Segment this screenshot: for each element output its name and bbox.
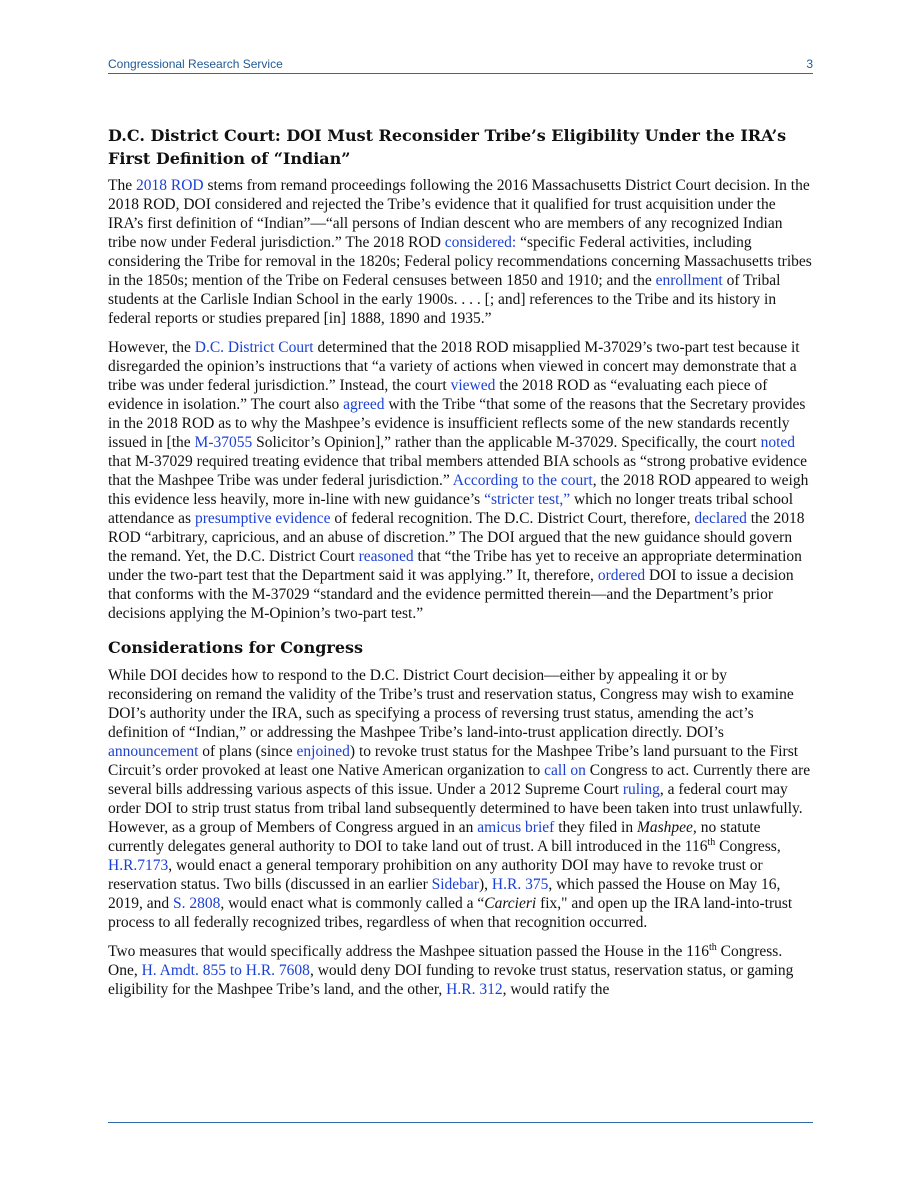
text-run: which no longer treats tribal school attendance as xyxy=(108,491,794,527)
inline-link[interactable]: M-37055 xyxy=(194,434,253,451)
text-run: , would enact a general temporary prohibition on any authority DOI may have to revoke trust or reservation status. Two bills (discussed in an earlier xyxy=(108,857,763,893)
text-run: the 2018 ROD “arbitrary, capricious, and an abuse of discretion.” The DOI argued that the new guidance should govern the remand. Yet, the D.C. District Court xyxy=(108,510,805,565)
text-run: The xyxy=(108,177,136,194)
text-run: , would ratify the xyxy=(502,981,610,998)
text-run: determined that the 2018 ROD misapplied M-37029’s two-part test because it disregarded the opinion’s instructions that “a variety of actions when viewed in concert may demonstrate that a tribe was under federal jurisdiction.” Instead, the court xyxy=(108,339,800,394)
inline-link[interactable]: H. Amdt. 855 to H.R. 7608 xyxy=(141,962,310,979)
text-run: DOI to issue a decision that conforms with the M-37029 “standard and the evidence permitted therein—and the Department’s prior decisions applying the M-Opinion’s two-part test.” xyxy=(108,567,794,622)
text-run: fix," and open up the IRA land-into-trust process to all federally recognized tribes, regardless of when that recognition occurred. xyxy=(108,895,793,931)
inline-link[interactable]: considered: xyxy=(444,234,517,251)
footer-rule xyxy=(108,1122,813,1123)
document-body xyxy=(108,124,813,1009)
text-run: of plans (since xyxy=(198,743,297,760)
text-run: Congress. One, xyxy=(108,943,783,979)
page-number: 3 xyxy=(806,57,813,71)
text-run: Solicitor’s Opinion],” rather than the applicable M-37029. Specifically, the court xyxy=(252,434,761,451)
inline-link[interactable]: “stricter test,” xyxy=(484,491,571,508)
inline-link[interactable]: agreed xyxy=(343,396,385,413)
text-run: Two measures that would specifically address the Mashpee situation passed the House in the 116 xyxy=(108,943,709,960)
body-paragraph xyxy=(108,942,813,999)
text-run: However, the xyxy=(108,339,195,356)
inline-link[interactable]: ordered xyxy=(597,567,646,584)
inline-link[interactable]: According to the court xyxy=(452,472,593,489)
text-run: , would enact what is commonly called a “ xyxy=(220,895,485,912)
text-run: with the Tribe “that some of the reasons that the Secretary provides in the 2018 ROD as to why the Mashpee’s evidence is insufficient reflects some of the new standards recently issued in [the xyxy=(108,396,806,451)
superscript: th xyxy=(707,836,716,848)
text-run: they filed in xyxy=(554,819,637,836)
inline-link[interactable]: call on xyxy=(544,762,586,779)
text-run: “specific Federal activities, including considering the Tribe for removal in the 1820s; Federal policy recommendations concerning Massachusetts tribes in the 1850s; mention of the Tribe on Federal censuses between 1850 and 1910; and the xyxy=(108,234,812,289)
inline-link[interactable]: declared xyxy=(694,510,747,527)
text-run: , a federal court may order DOI to strip trust status from tribal land subsequently determined to have been taken into trust unlawfully. However, as a group of Members of Congress argued in an xyxy=(108,781,803,836)
inline-link[interactable]: announcement xyxy=(108,743,199,760)
body-paragraph xyxy=(108,176,813,328)
text-run: that M-37029 required treating evidence that tribal members attended BIA schools as “strong probative evidence that the Mashpee Tribe was under federal jurisdiction.” xyxy=(108,453,807,489)
inline-link[interactable]: enrollment xyxy=(655,272,723,289)
inline-link[interactable]: presumptive evidence xyxy=(194,510,331,527)
inline-link[interactable]: S. 2808 xyxy=(173,895,221,912)
text-run: , which passed the House on May 16, 2019, and xyxy=(108,876,781,912)
inline-link[interactable]: 2018 ROD xyxy=(135,177,204,194)
text-run: While DOI decides how to respond to the D.C. District Court decision—either by appealing it or by reconsidering on remand the validity of the Tribe’s trust and reservation status, Congress may wish to examine DOI’s authority under the IRA, such as specifying a process of reversing trust status, amending the act’s definition of “Indian,” or addressing the Mashpee Tribe’s land-into-trust application directly. DOI’s xyxy=(108,667,794,741)
inline-link[interactable]: noted xyxy=(760,434,796,451)
inline-link[interactable]: D.C. District Court xyxy=(194,339,314,356)
section-heading-dc-court: D.C. District Court: DOI Must Reconsider Tribe’s Eligibility Under the IRA’s First Definition of “Indian” xyxy=(108,126,787,168)
text-run: , the 2018 ROD appeared to weigh this evidence less heavily, more in-line with new guidance’s xyxy=(108,472,809,508)
text-run: stems from remand proceedings following the 2016 Massachusetts District Court decision. In the 2018 ROD, DOI considered and rejected the Tribe’s evidence that it qualified for trust acquisition under the IRA’s first definition of “Indian”—“all persons of Indian descent who are members of any recognized Indian tribe now under Federal jurisdiction.” The 2018 ROD xyxy=(108,177,810,251)
text-run: ), xyxy=(478,876,492,893)
header-rule xyxy=(108,73,813,74)
body-paragraph xyxy=(108,666,813,932)
text-run: ) to revoke trust status for the Mashpee Tribe’s land pursuant to the First Circuit’s order provoked at least one Native American organization to xyxy=(108,743,799,779)
section-heading-considerations: Considerations for Congress xyxy=(108,638,364,657)
text-run: of federal recognition. The D.C. District Court, therefore, xyxy=(330,510,695,527)
text-run: , would deny DOI funding to revoke trust status, reservation status, or gaming eligibility for the Mashpee Tribe’s land, and the other, xyxy=(108,962,794,998)
text-run: Congress to act. Currently there are several bills addressing various aspects of this issue. Under a 2012 Supreme Court xyxy=(108,762,811,798)
header-organization: Congressional Research Service xyxy=(108,57,283,71)
inline-link[interactable]: H.R.7173 xyxy=(108,857,169,874)
text-run: Congress, xyxy=(715,838,781,855)
italic-text: Carcieri xyxy=(484,895,537,912)
inline-link[interactable]: H.R. 375 xyxy=(491,876,549,893)
inline-link[interactable]: enjoined xyxy=(296,743,350,760)
page-header xyxy=(108,55,813,75)
text-run: the 2018 ROD as “evaluating each piece of evidence in isolation.” The court also xyxy=(108,377,768,413)
inline-link[interactable]: reasoned xyxy=(358,548,414,565)
text-run: of Tribal students at the Carlisle Indian School in the early 1900s. . . . [; and] references to the Tribe and its history in federal reports or studies prepared [in] 1888, 1890 and 1935.” xyxy=(108,272,781,327)
body-paragraph xyxy=(108,338,813,623)
inline-link[interactable]: amicus brief xyxy=(477,819,555,836)
text-run: that “the Tribe has yet to receive an appropriate determination under the two-part test that the Department said it was applying.” It, therefore, xyxy=(108,548,802,584)
inline-link[interactable]: viewed xyxy=(450,377,496,394)
text-run: no statute currently delegates general authority to DOI to take land out of trust. A bill introduced in the 116 xyxy=(108,819,761,855)
italic-text: Mashpee, xyxy=(636,819,697,836)
inline-link[interactable]: H.R. 312 xyxy=(446,981,503,998)
inline-link[interactable]: ruling xyxy=(622,781,660,798)
inline-link[interactable]: Sidebar xyxy=(431,876,479,893)
superscript: th xyxy=(708,941,717,953)
